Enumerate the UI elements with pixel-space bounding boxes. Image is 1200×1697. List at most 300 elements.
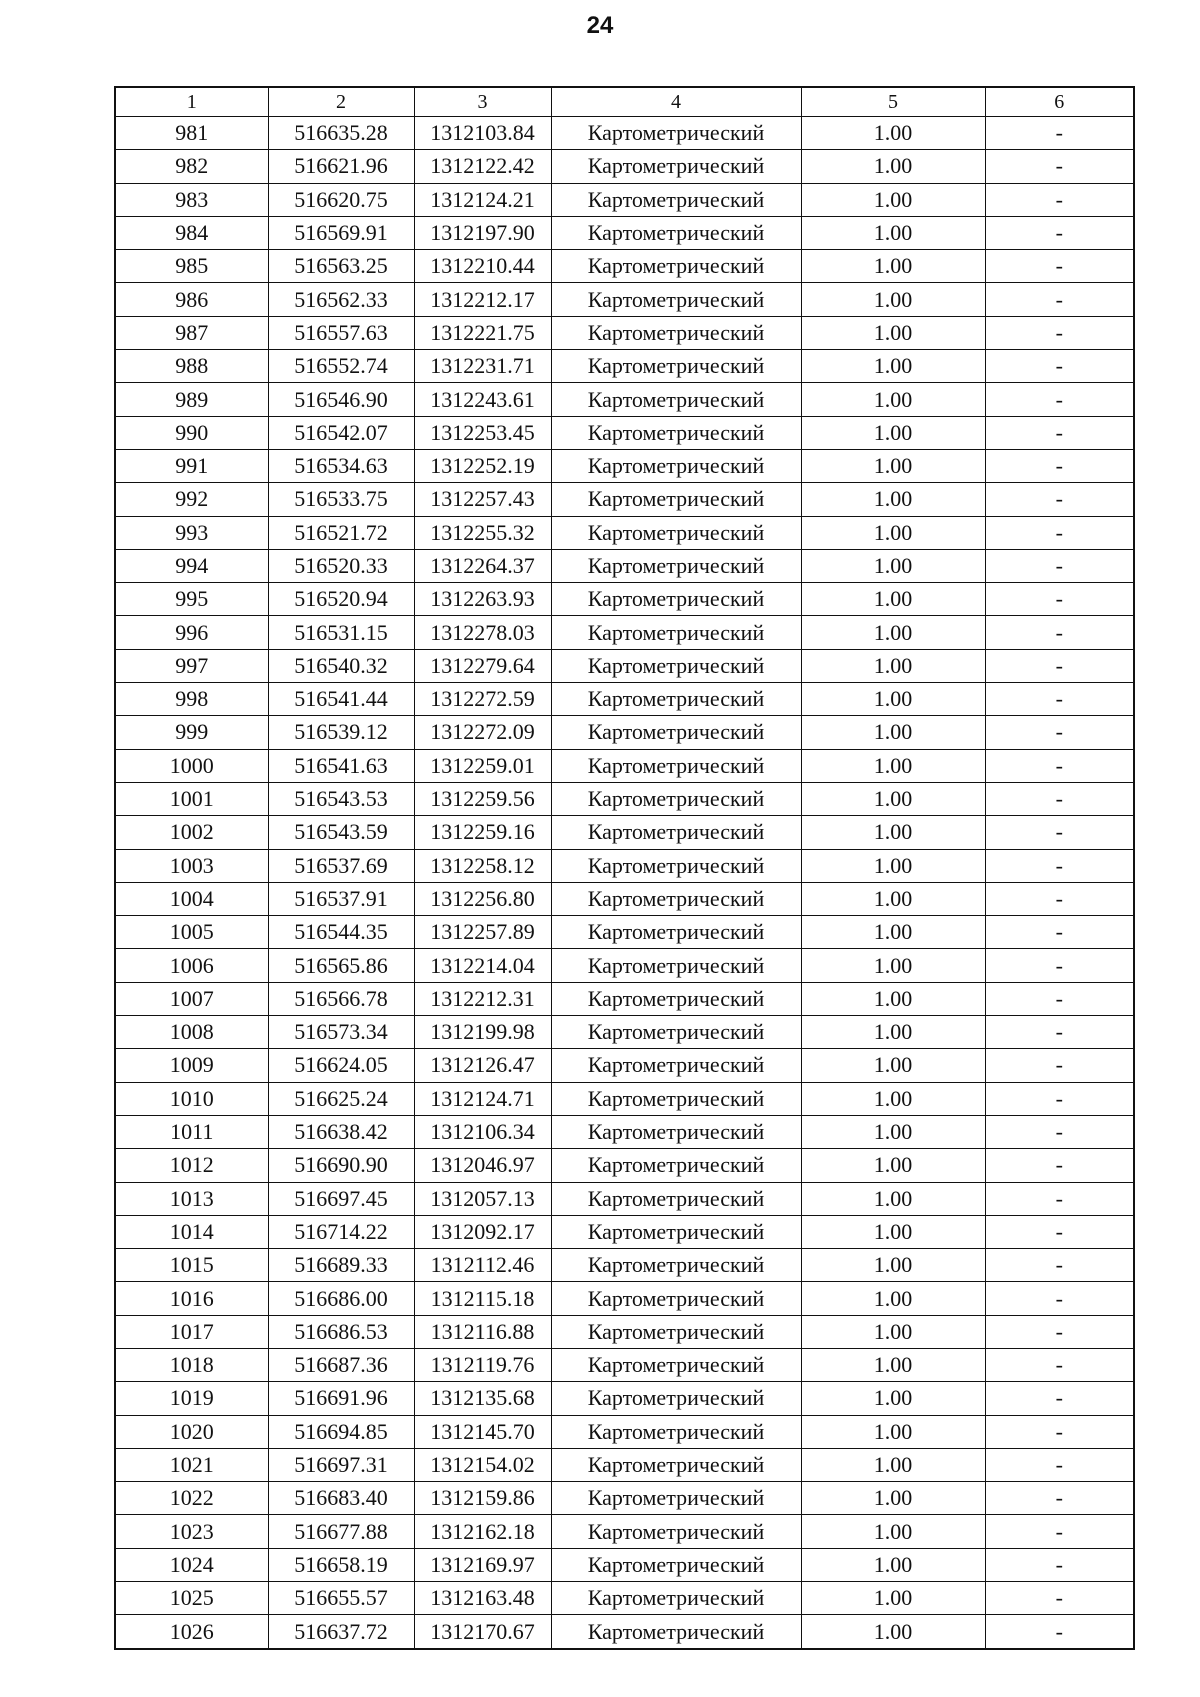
x-coordinate-cell: 516534.63: [268, 449, 414, 482]
accuracy-cell: 1.00: [801, 449, 985, 482]
x-coordinate-cell: 516637.72: [268, 1615, 414, 1649]
table-row: [115, 982, 1134, 1015]
x-coordinate-cell: 516573.34: [268, 1016, 414, 1049]
table-row: [115, 1382, 1134, 1415]
method-cell: Картометрический: [551, 1182, 801, 1215]
x-coordinate-cell: 516621.96: [268, 150, 414, 183]
description-cell: -: [985, 749, 1134, 782]
x-coordinate-cell: 516658.19: [268, 1548, 414, 1581]
y-coordinate-cell: 1312126.47: [414, 1049, 551, 1082]
y-coordinate-cell: 1312159.86: [414, 1482, 551, 1515]
x-coordinate-cell: 516539.12: [268, 716, 414, 749]
table-row: [115, 383, 1134, 416]
description-cell: -: [985, 716, 1134, 749]
accuracy-cell: 1.00: [801, 1348, 985, 1381]
method-cell: Картометрический: [551, 183, 801, 216]
y-coordinate-cell: 1312278.03: [414, 616, 551, 649]
accuracy-cell: 1.00: [801, 1215, 985, 1248]
table-row: [115, 117, 1134, 150]
column-header: 1: [115, 87, 268, 117]
method-cell: Картометрический: [551, 1482, 801, 1515]
table-row: [115, 216, 1134, 249]
x-coordinate-cell: 516655.57: [268, 1582, 414, 1615]
point-number-cell: 1019: [115, 1382, 268, 1415]
method-cell: Картометрический: [551, 316, 801, 349]
accuracy-cell: 1.00: [801, 1548, 985, 1581]
header-row: [115, 87, 1134, 117]
point-number-cell: 987: [115, 316, 268, 349]
method-cell: Картометрический: [551, 1215, 801, 1248]
table-row: [115, 1082, 1134, 1115]
table-row: [115, 1182, 1134, 1215]
x-coordinate-cell: 516694.85: [268, 1415, 414, 1448]
x-coordinate-cell: 516638.42: [268, 1115, 414, 1148]
method-cell: Картометрический: [551, 1149, 801, 1182]
y-coordinate-cell: 1312163.48: [414, 1582, 551, 1615]
method-cell: Картометрический: [551, 283, 801, 316]
accuracy-cell: 1.00: [801, 849, 985, 882]
y-coordinate-cell: 1312258.12: [414, 849, 551, 882]
description-cell: -: [985, 117, 1134, 150]
table-row: [115, 749, 1134, 782]
x-coordinate-cell: 516625.24: [268, 1082, 414, 1115]
point-number-cell: 990: [115, 416, 268, 449]
x-coordinate-cell: 516540.32: [268, 649, 414, 682]
table-row: [115, 716, 1134, 749]
description-cell: -: [985, 882, 1134, 915]
x-coordinate-cell: 516686.00: [268, 1282, 414, 1315]
method-cell: Картометрический: [551, 1548, 801, 1581]
description-cell: -: [985, 1082, 1134, 1115]
point-number-cell: 1008: [115, 1016, 268, 1049]
y-coordinate-cell: 1312221.75: [414, 316, 551, 349]
x-coordinate-cell: 516544.35: [268, 916, 414, 949]
method-cell: Картометрический: [551, 1082, 801, 1115]
accuracy-cell: 1.00: [801, 982, 985, 1015]
point-number-cell: 991: [115, 449, 268, 482]
column-header: 6: [985, 87, 1134, 117]
table-row: [115, 1282, 1134, 1315]
y-coordinate-cell: 1312257.43: [414, 483, 551, 516]
point-number-cell: 1021: [115, 1448, 268, 1481]
description-cell: -: [985, 1548, 1134, 1581]
method-cell: Картометрический: [551, 449, 801, 482]
table-row: [115, 350, 1134, 383]
description-cell: -: [985, 150, 1134, 183]
x-coordinate-cell: 516520.94: [268, 583, 414, 616]
description-cell: -: [985, 1149, 1134, 1182]
description-cell: -: [985, 1582, 1134, 1615]
y-coordinate-cell: 1312170.67: [414, 1615, 551, 1649]
x-coordinate-cell: 516541.44: [268, 683, 414, 716]
table-row: [115, 1615, 1134, 1649]
y-coordinate-cell: 1312122.42: [414, 150, 551, 183]
x-coordinate-cell: 516683.40: [268, 1482, 414, 1515]
point-number-cell: 1020: [115, 1415, 268, 1448]
description-cell: -: [985, 1249, 1134, 1282]
description-cell: -: [985, 250, 1134, 283]
y-coordinate-cell: 1312162.18: [414, 1515, 551, 1548]
description-cell: -: [985, 1448, 1134, 1481]
accuracy-cell: 1.00: [801, 1182, 985, 1215]
description-cell: -: [985, 350, 1134, 383]
y-coordinate-cell: 1312057.13: [414, 1182, 551, 1215]
point-number-cell: 986: [115, 283, 268, 316]
y-coordinate-cell: 1312212.31: [414, 982, 551, 1015]
method-cell: Картометрический: [551, 483, 801, 516]
point-number-cell: 981: [115, 117, 268, 150]
description-cell: -: [985, 1382, 1134, 1415]
point-number-cell: 1004: [115, 882, 268, 915]
method-cell: Картометрический: [551, 516, 801, 549]
method-cell: Картометрический: [551, 549, 801, 582]
accuracy-cell: 1.00: [801, 183, 985, 216]
y-coordinate-cell: 1312263.93: [414, 583, 551, 616]
table-row: [115, 1315, 1134, 1348]
description-cell: -: [985, 449, 1134, 482]
accuracy-cell: 1.00: [801, 1315, 985, 1348]
accuracy-cell: 1.00: [801, 1115, 985, 1148]
point-number-cell: 1013: [115, 1182, 268, 1215]
description-cell: -: [985, 1615, 1134, 1649]
point-number-cell: 1017: [115, 1315, 268, 1348]
y-coordinate-cell: 1312135.68: [414, 1382, 551, 1415]
description-cell: -: [985, 1215, 1134, 1248]
table-row: [115, 1049, 1134, 1082]
x-coordinate-cell: 516520.33: [268, 549, 414, 582]
method-cell: Картометрический: [551, 1382, 801, 1415]
table-row: [115, 1582, 1134, 1615]
accuracy-cell: 1.00: [801, 1049, 985, 1082]
point-number-cell: 1007: [115, 982, 268, 1015]
table-row: [115, 1548, 1134, 1581]
accuracy-cell: 1.00: [801, 1415, 985, 1448]
y-coordinate-cell: 1312199.98: [414, 1016, 551, 1049]
column-header: 2: [268, 87, 414, 117]
column-header: 4: [551, 87, 801, 117]
description-cell: -: [985, 416, 1134, 449]
accuracy-cell: 1.00: [801, 383, 985, 416]
point-number-cell: 984: [115, 216, 268, 249]
method-cell: Картометрический: [551, 216, 801, 249]
method-cell: Картометрический: [551, 1115, 801, 1148]
x-coordinate-cell: 516624.05: [268, 1049, 414, 1082]
method-cell: Картометрический: [551, 1415, 801, 1448]
x-coordinate-cell: 516697.31: [268, 1448, 414, 1481]
x-coordinate-cell: 516533.75: [268, 483, 414, 516]
table-row: [115, 1515, 1134, 1548]
table-row: [115, 1149, 1134, 1182]
method-cell: Картометрический: [551, 882, 801, 915]
method-cell: Картометрический: [551, 649, 801, 682]
point-number-cell: 998: [115, 683, 268, 716]
table-row: [115, 549, 1134, 582]
x-coordinate-cell: 516691.96: [268, 1382, 414, 1415]
table-row: [115, 616, 1134, 649]
table-row: [115, 1415, 1134, 1448]
x-coordinate-cell: 516569.91: [268, 216, 414, 249]
table-row: [115, 1115, 1134, 1148]
y-coordinate-cell: 1312252.19: [414, 449, 551, 482]
accuracy-cell: 1.00: [801, 1016, 985, 1049]
description-cell: -: [985, 1482, 1134, 1515]
method-cell: Картометрический: [551, 782, 801, 815]
description-cell: -: [985, 1515, 1134, 1548]
description-cell: -: [985, 216, 1134, 249]
accuracy-cell: 1.00: [801, 483, 985, 516]
accuracy-cell: 1.00: [801, 782, 985, 815]
accuracy-cell: 1.00: [801, 1282, 985, 1315]
table-row: [115, 882, 1134, 915]
method-cell: Картометрический: [551, 1448, 801, 1481]
x-coordinate-cell: 516565.86: [268, 949, 414, 982]
method-cell: Картометрический: [551, 1348, 801, 1381]
x-coordinate-cell: 516552.74: [268, 350, 414, 383]
coordinates-table: [114, 86, 1135, 1650]
table-row: [115, 1016, 1134, 1049]
y-coordinate-cell: 1312212.17: [414, 283, 551, 316]
table-row: [115, 183, 1134, 216]
x-coordinate-cell: 516543.59: [268, 816, 414, 849]
table-row: [115, 816, 1134, 849]
y-coordinate-cell: 1312256.80: [414, 882, 551, 915]
method-cell: Картометрический: [551, 683, 801, 716]
x-coordinate-cell: 516537.91: [268, 882, 414, 915]
method-cell: Картометрический: [551, 383, 801, 416]
method-cell: Картометрический: [551, 1049, 801, 1082]
x-coordinate-cell: 516557.63: [268, 316, 414, 349]
description-cell: -: [985, 316, 1134, 349]
y-coordinate-cell: 1312214.04: [414, 949, 551, 982]
accuracy-cell: 1.00: [801, 117, 985, 150]
y-coordinate-cell: 1312119.76: [414, 1348, 551, 1381]
accuracy-cell: 1.00: [801, 1448, 985, 1481]
point-number-cell: 992: [115, 483, 268, 516]
x-coordinate-cell: 516690.90: [268, 1149, 414, 1182]
description-cell: -: [985, 683, 1134, 716]
point-number-cell: 1025: [115, 1582, 268, 1615]
method-cell: Картометрический: [551, 583, 801, 616]
y-coordinate-cell: 1312255.32: [414, 516, 551, 549]
point-number-cell: 993: [115, 516, 268, 549]
y-coordinate-cell: 1312257.89: [414, 916, 551, 949]
table-row: [115, 1249, 1134, 1282]
table-row: [115, 1482, 1134, 1515]
y-coordinate-cell: 1312231.71: [414, 350, 551, 383]
method-cell: Картометрический: [551, 1282, 801, 1315]
accuracy-cell: 1.00: [801, 1482, 985, 1515]
accuracy-cell: 1.00: [801, 416, 985, 449]
table-row: [115, 583, 1134, 616]
description-cell: -: [985, 1348, 1134, 1381]
y-coordinate-cell: 1312264.37: [414, 549, 551, 582]
x-coordinate-cell: 516697.45: [268, 1182, 414, 1215]
point-number-cell: 1022: [115, 1482, 268, 1515]
accuracy-cell: 1.00: [801, 283, 985, 316]
point-number-cell: 983: [115, 183, 268, 216]
accuracy-cell: 1.00: [801, 816, 985, 849]
point-number-cell: 1005: [115, 916, 268, 949]
description-cell: -: [985, 549, 1134, 582]
method-cell: Картометрический: [551, 416, 801, 449]
description-cell: -: [985, 1016, 1134, 1049]
point-number-cell: 1023: [115, 1515, 268, 1548]
accuracy-cell: 1.00: [801, 882, 985, 915]
point-number-cell: 1014: [115, 1215, 268, 1248]
table-row: [115, 849, 1134, 882]
method-cell: Картометрический: [551, 616, 801, 649]
method-cell: Картометрический: [551, 1315, 801, 1348]
x-coordinate-cell: 516542.07: [268, 416, 414, 449]
y-coordinate-cell: 1312259.01: [414, 749, 551, 782]
description-cell: -: [985, 782, 1134, 815]
point-number-cell: 995: [115, 583, 268, 616]
x-coordinate-cell: 516541.63: [268, 749, 414, 782]
table-row: [115, 250, 1134, 283]
y-coordinate-cell: 1312103.84: [414, 117, 551, 150]
y-coordinate-cell: 1312169.97: [414, 1548, 551, 1581]
x-coordinate-cell: 516546.90: [268, 383, 414, 416]
method-cell: Картометрический: [551, 916, 801, 949]
table-row: [115, 916, 1134, 949]
y-coordinate-cell: 1312279.64: [414, 649, 551, 682]
x-coordinate-cell: 516537.69: [268, 849, 414, 882]
point-number-cell: 997: [115, 649, 268, 682]
x-coordinate-cell: 516686.53: [268, 1315, 414, 1348]
point-number-cell: 982: [115, 150, 268, 183]
accuracy-cell: 1.00: [801, 216, 985, 249]
accuracy-cell: 1.00: [801, 150, 985, 183]
accuracy-cell: 1.00: [801, 516, 985, 549]
method-cell: Картометрический: [551, 1615, 801, 1649]
description-cell: -: [985, 183, 1134, 216]
y-coordinate-cell: 1312259.56: [414, 782, 551, 815]
table-row: [115, 949, 1134, 982]
method-cell: Картометрический: [551, 1582, 801, 1615]
table-row: [115, 416, 1134, 449]
table-header: [115, 87, 1134, 117]
table-row: [115, 1348, 1134, 1381]
y-coordinate-cell: 1312115.18: [414, 1282, 551, 1315]
accuracy-cell: 1.00: [801, 716, 985, 749]
x-coordinate-cell: 516543.53: [268, 782, 414, 815]
y-coordinate-cell: 1312116.88: [414, 1315, 551, 1348]
x-coordinate-cell: 516521.72: [268, 516, 414, 549]
table-row: [115, 283, 1134, 316]
y-coordinate-cell: 1312145.70: [414, 1415, 551, 1448]
x-coordinate-cell: 516714.22: [268, 1215, 414, 1248]
method-cell: Картометрический: [551, 150, 801, 183]
table-row: [115, 649, 1134, 682]
accuracy-cell: 1.00: [801, 250, 985, 283]
table-row: [115, 683, 1134, 716]
x-coordinate-cell: 516677.88: [268, 1515, 414, 1548]
accuracy-cell: 1.00: [801, 1249, 985, 1282]
accuracy-cell: 1.00: [801, 1382, 985, 1415]
accuracy-cell: 1.00: [801, 1582, 985, 1615]
accuracy-cell: 1.00: [801, 583, 985, 616]
x-coordinate-cell: 516635.28: [268, 117, 414, 150]
table-row: [115, 1215, 1134, 1248]
x-coordinate-cell: 516563.25: [268, 250, 414, 283]
method-cell: Картометрический: [551, 1249, 801, 1282]
x-coordinate-cell: 516531.15: [268, 616, 414, 649]
accuracy-cell: 1.00: [801, 1082, 985, 1115]
table-row: [115, 150, 1134, 183]
description-cell: -: [985, 816, 1134, 849]
method-cell: Картометрический: [551, 816, 801, 849]
x-coordinate-cell: 516687.36: [268, 1348, 414, 1381]
point-number-cell: 1000: [115, 749, 268, 782]
point-number-cell: 1006: [115, 949, 268, 982]
point-number-cell: 999: [115, 716, 268, 749]
description-cell: -: [985, 516, 1134, 549]
point-number-cell: 1012: [115, 1149, 268, 1182]
description-cell: -: [985, 1415, 1134, 1448]
y-coordinate-cell: 1312112.46: [414, 1249, 551, 1282]
description-cell: -: [985, 383, 1134, 416]
accuracy-cell: 1.00: [801, 1515, 985, 1548]
point-number-cell: 1002: [115, 816, 268, 849]
method-cell: Картометрический: [551, 982, 801, 1015]
point-number-cell: 1010: [115, 1082, 268, 1115]
point-number-cell: 1024: [115, 1548, 268, 1581]
table-body: [115, 117, 1134, 1649]
description-cell: -: [985, 916, 1134, 949]
y-coordinate-cell: 1312253.45: [414, 416, 551, 449]
table-row: [115, 516, 1134, 549]
method-cell: Картометрический: [551, 350, 801, 383]
description-cell: -: [985, 949, 1134, 982]
point-number-cell: 1016: [115, 1282, 268, 1315]
point-number-cell: 1018: [115, 1348, 268, 1381]
y-coordinate-cell: 1312210.44: [414, 250, 551, 283]
description-cell: -: [985, 616, 1134, 649]
table-row: [115, 782, 1134, 815]
y-coordinate-cell: 1312272.09: [414, 716, 551, 749]
point-number-cell: 1026: [115, 1615, 268, 1649]
accuracy-cell: 1.00: [801, 549, 985, 582]
table-row: [115, 1448, 1134, 1481]
y-coordinate-cell: 1312046.97: [414, 1149, 551, 1182]
description-cell: -: [985, 1282, 1134, 1315]
table-row: [115, 449, 1134, 482]
description-cell: -: [985, 1315, 1134, 1348]
point-number-cell: 1011: [115, 1115, 268, 1148]
description-cell: -: [985, 1115, 1134, 1148]
accuracy-cell: 1.00: [801, 1615, 985, 1649]
accuracy-cell: 1.00: [801, 916, 985, 949]
accuracy-cell: 1.00: [801, 316, 985, 349]
description-cell: -: [985, 283, 1134, 316]
y-coordinate-cell: 1312259.16: [414, 816, 551, 849]
method-cell: Картометрический: [551, 716, 801, 749]
point-number-cell: 1009: [115, 1049, 268, 1082]
accuracy-cell: 1.00: [801, 683, 985, 716]
table-row: [115, 483, 1134, 516]
point-number-cell: 988: [115, 350, 268, 383]
description-cell: -: [985, 1049, 1134, 1082]
accuracy-cell: 1.00: [801, 350, 985, 383]
table-row: [115, 316, 1134, 349]
point-number-cell: 985: [115, 250, 268, 283]
column-header: 5: [801, 87, 985, 117]
description-cell: -: [985, 583, 1134, 616]
x-coordinate-cell: 516566.78: [268, 982, 414, 1015]
accuracy-cell: 1.00: [801, 649, 985, 682]
accuracy-cell: 1.00: [801, 1149, 985, 1182]
x-coordinate-cell: 516562.33: [268, 283, 414, 316]
